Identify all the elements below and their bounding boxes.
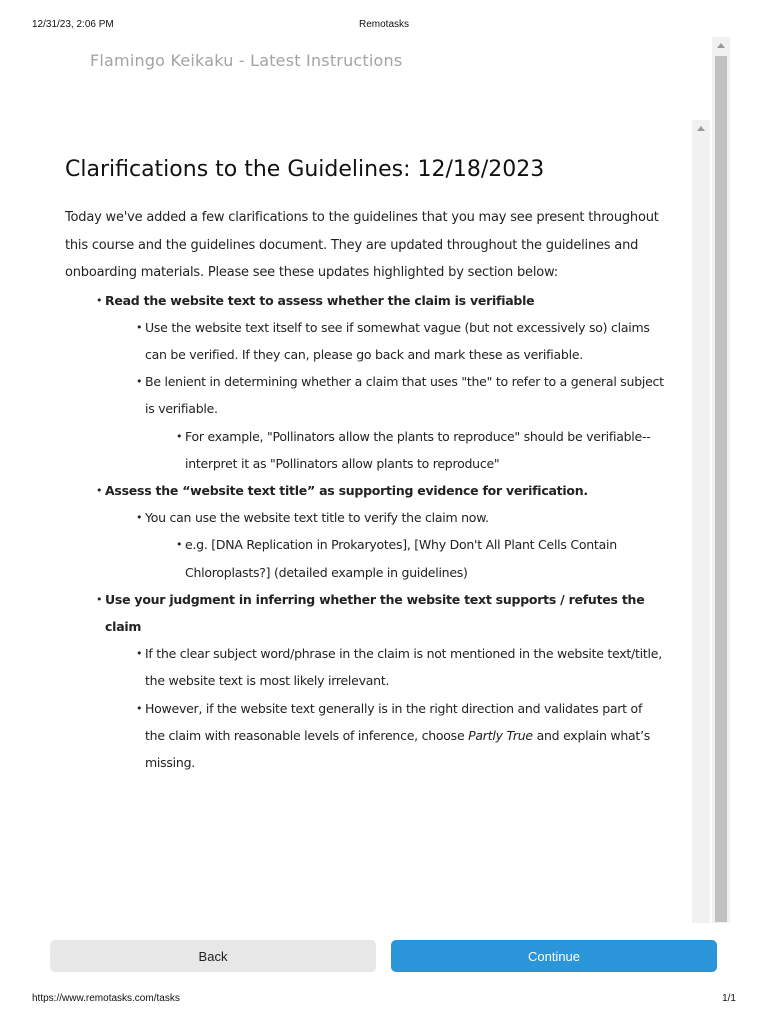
clarifications-list <box>65 287 665 777</box>
sublist <box>105 504 665 586</box>
scroll-up-arrow-icon[interactable] <box>712 37 730 55</box>
list-item <box>145 504 665 586</box>
list-item <box>145 640 665 694</box>
list-item-text: For example, "Pollinators allow the plants to reproduce" should be verifiable--interpret it as "Pollinators allow plants to reproduce" <box>185 428 651 471</box>
list-item-text-after: and explain what’s missing. <box>145 727 651 770</box>
back-button[interactable]: Back <box>50 940 376 972</box>
section-title: Use your judgment in inferring whether the website text supports / refutes the claim <box>105 591 645 634</box>
list-item <box>185 423 665 477</box>
list-item <box>185 531 665 585</box>
list-item <box>105 586 665 776</box>
sublist <box>105 640 665 776</box>
continue-button[interactable]: Continue <box>391 940 717 972</box>
list-item-text-before: However, if the website text generally is in the right direction and validates part of the claim with reasonable levels of inference, choose <box>145 700 643 743</box>
print-datetime: 12/31/23, 2:06 PM <box>32 19 114 30</box>
sublist <box>145 423 665 477</box>
scroll-up-arrow-icon[interactable] <box>692 120 710 138</box>
section-title: Assess the “website text title” as supporting evidence for verification. <box>105 482 588 498</box>
list-item <box>105 287 665 477</box>
list-item <box>145 314 665 368</box>
outer-scrollbar[interactable] <box>712 37 730 923</box>
partly-true-emphasis: Partly True <box>468 727 533 743</box>
section-title: Read the website text to assess whether the claim is verifiable <box>105 292 535 308</box>
sublist <box>145 531 665 585</box>
page-title: Clarifications to the Guidelines: 12/18/2023 <box>65 157 545 182</box>
print-page-title: Remotasks <box>358 19 409 30</box>
print-url: https://www.remotasks.com/tasks <box>32 993 180 1004</box>
content-scrollbar[interactable] <box>692 120 710 923</box>
list-item-text: e.g. [DNA Replication in Prokaryotes], [Why Don't All Plant Cells Contain Chloroplasts?] (detailed example in guidelines) <box>185 537 617 580</box>
list-item <box>105 477 665 586</box>
list-item-text: You can use the website text title to verify the claim now. <box>145 510 489 526</box>
list-item-text: Be lenient in determining whether a claim that uses "the" to refer to a general subject is verifiable. <box>145 374 664 417</box>
scrollbar-thumb[interactable] <box>715 56 727 922</box>
list-item <box>145 368 665 477</box>
sublist <box>105 314 665 477</box>
list-item-text: If the clear subject word/phrase in the claim is not mentioned in the website text/title, the website text is most likely irrelevant. <box>145 646 662 689</box>
print-header <box>0 19 768 33</box>
print-page-number: 1/1 <box>722 993 736 1004</box>
instructions-content <box>65 150 665 776</box>
intro-paragraph: Today we've added a few clarifications to the guidelines that you may see present throughout this course and the guidelines document. They are updated throughout the guidelines and onboarding materials. Please see these updates highlighted by section below: <box>65 210 659 280</box>
list-item-text: Use the website text itself to see if somewhat vague (but not excessively so) claims can be verified. If they can, please go back and mark these as verifiable. <box>145 319 650 362</box>
list-item <box>145 695 665 777</box>
print-footer <box>0 993 768 1007</box>
course-title: Flamingo Keikaku - Latest Instructions <box>90 51 403 70</box>
